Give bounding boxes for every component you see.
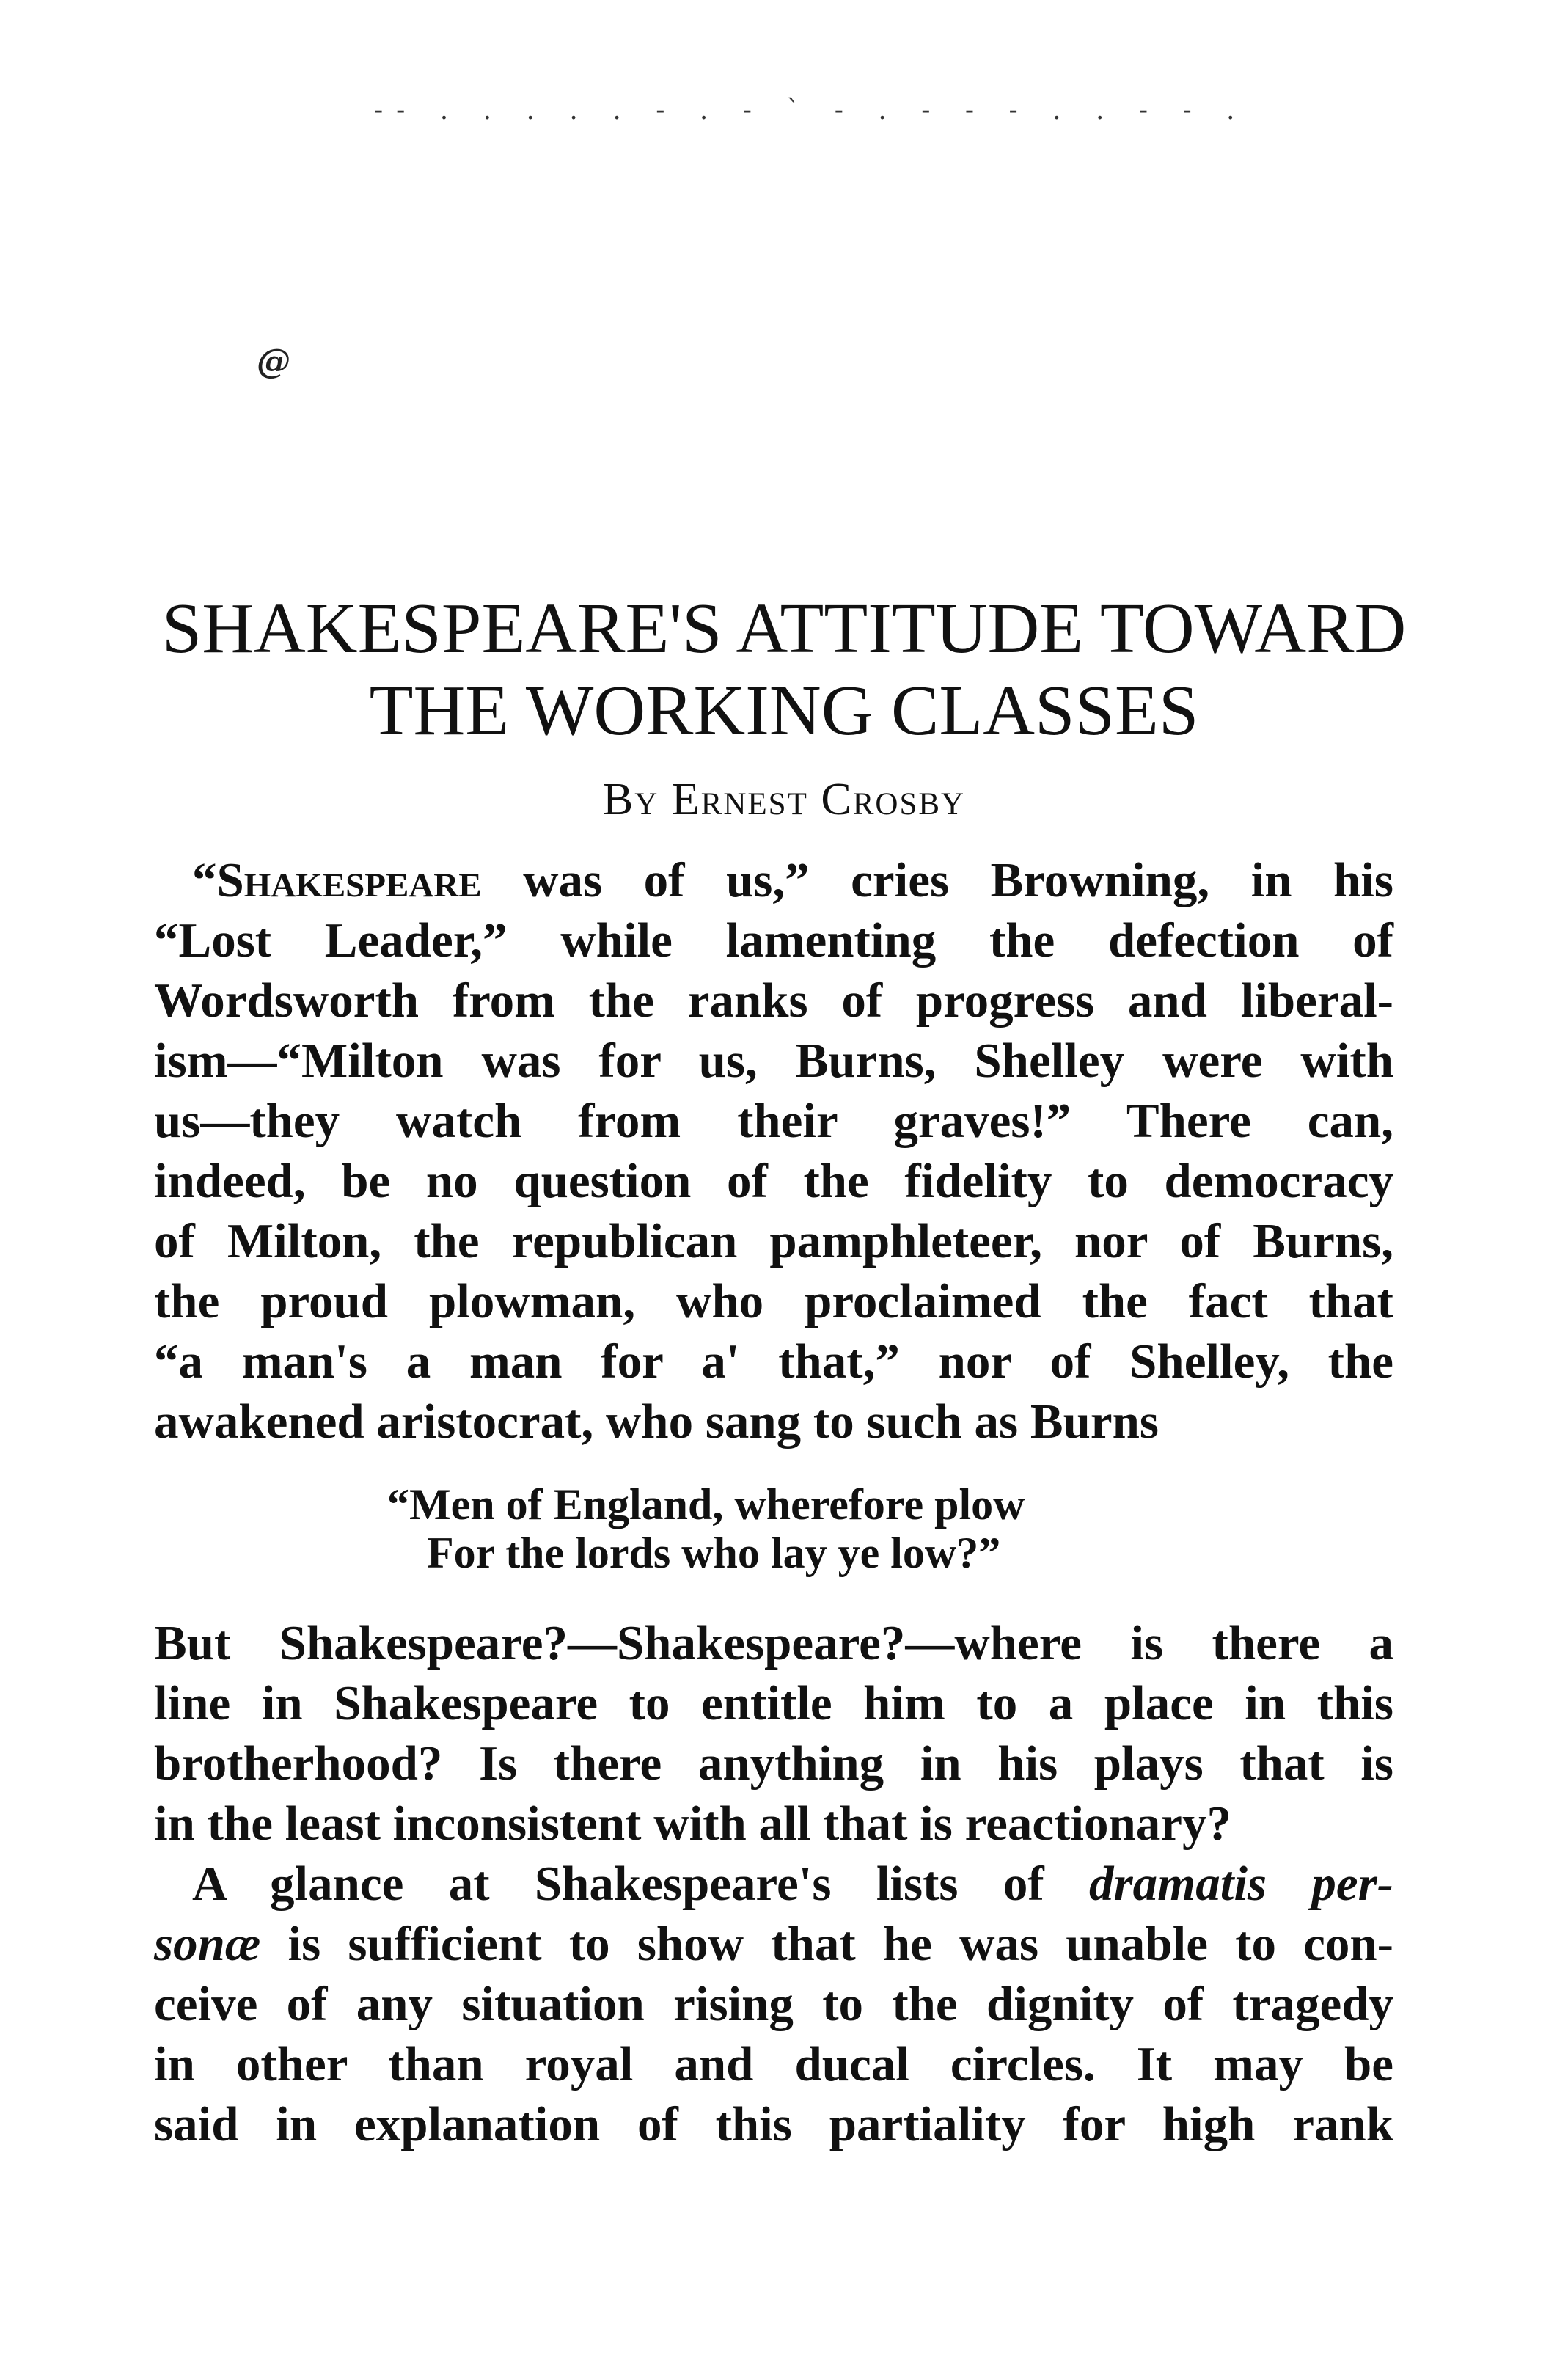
paragraph-1-line-5: us—they watch from their graves!” There can, <box>154 1094 1393 1148</box>
paragraph-1-line-7: of Milton, the republican pamphleteer, nor of Burns, <box>154 1214 1393 1268</box>
lead-caps: “Shakespeare <box>192 853 482 907</box>
verse-line-1: “Men of England, wherefore plow <box>387 1480 1025 1529</box>
paragraph-1-line-1 <box>192 851 1393 910</box>
paragraph-3-line-5: said in explanation of this partiality for high rank <box>154 2097 1393 2151</box>
paragraph-2-line-3: brotherhood? Is there anything in his plays that is <box>154 1736 1393 1791</box>
paragraph-1-line-3: Wordsworth from the ranks of progress and liberal- <box>154 973 1393 1028</box>
title-line-1: SHAKESPEARE'S ATTITUDE TOWARD <box>161 589 1407 668</box>
paragraph-1-line-4: ism—“Milton was for us, Burns, Shelley were with <box>154 1034 1393 1088</box>
personae-italic-end: sonæ <box>154 1917 261 1971</box>
paragraph-2-line-1: But Shakespeare?—Shakespeare?—where is there a <box>154 1616 1393 1670</box>
paragraph-3-line-2-rest: is sufficient to show that he was unable to con- <box>260 1917 1393 1971</box>
paragraph-3-line-2 <box>154 1915 1393 1973</box>
paragraph-2-line-2: line in Shakespeare to entitle him to a place in this <box>154 1676 1393 1730</box>
title-line-2: THE WORKING CLASSES <box>369 671 1199 750</box>
paragraph-3-line-4: in other than royal and ducal circles. It may be <box>154 2037 1393 2091</box>
byline: By Ernest Crosby <box>602 775 966 824</box>
paragraph-1-line-10: awakened aristocrat, who sang to such as Burns <box>154 1394 1159 1449</box>
paragraph-1-line-8: the proud plowman, who proclaimed the fact that <box>154 1274 1393 1328</box>
paragraph-3-line-1 <box>192 1854 1393 1913</box>
paragraph-2-line-4: in the least inconsistent with all that is reactionary? <box>154 1796 1231 1851</box>
dramatis-personae-italic: dramatis per- <box>1089 1857 1393 1911</box>
top-specks: -- . . . . . - . - ` - . - - - . . - - . <box>374 95 1248 125</box>
paragraph-1-line-1-rest: was of us,” cries Browning, in his <box>481 853 1393 907</box>
paragraph-1-line-2: “Lost Leader,” while lamenting the defection of <box>154 913 1393 968</box>
verse-line-2: For the lords who lay ye low?” <box>427 1529 1001 1577</box>
paragraph-1-line-9: “a man's a man for a' that,” nor of Shelley, the <box>154 1334 1393 1389</box>
paragraph-3-line-1-start: A glance at Shakespeare's lists of <box>192 1857 1090 1911</box>
paragraph-3-line-3: ceive of any situation rising to the dignity of tragedy <box>154 1977 1393 2031</box>
paragraph-1-line-6: indeed, be no question of the fidelity to democracy <box>154 1154 1393 1208</box>
page-mark-glyph: @ <box>257 341 290 381</box>
